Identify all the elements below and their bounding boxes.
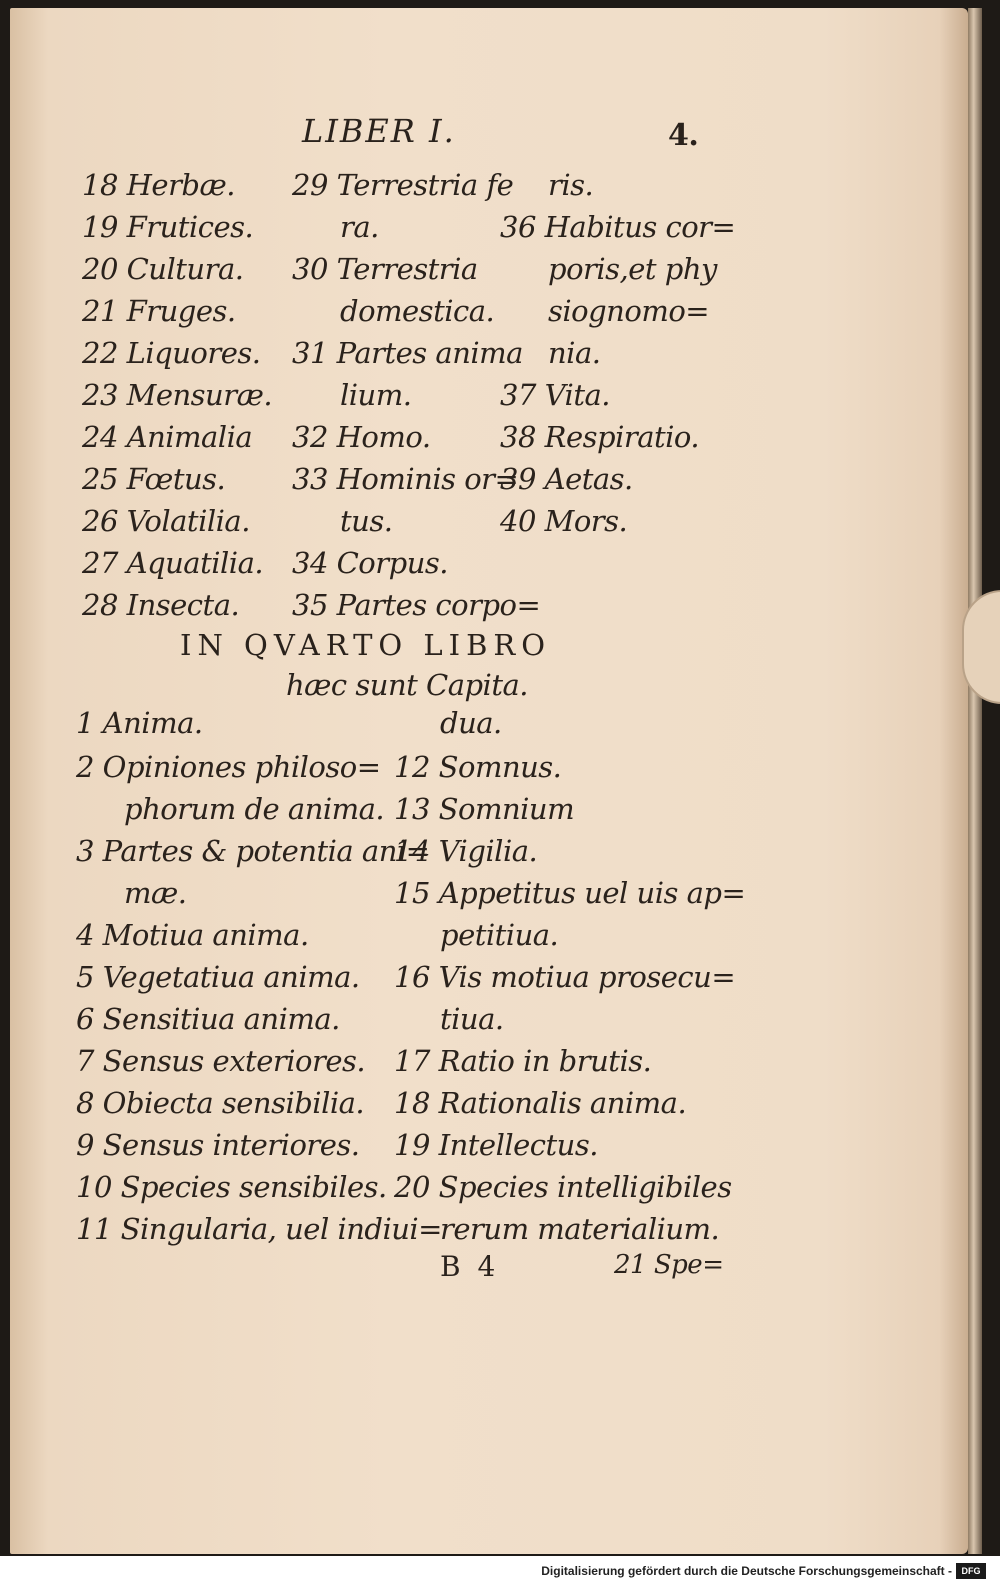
- list-item: 31 Partes anima: [292, 336, 523, 370]
- list-item: 20 Species intelligibiles: [394, 1170, 732, 1204]
- list-item: lium.: [340, 378, 412, 412]
- list-item: dua.: [440, 706, 502, 740]
- list-item: 12 Somnus.: [394, 750, 562, 784]
- list-item: 10 Species sensibiles.: [76, 1170, 387, 1204]
- list-item: 8 Obiecta sensibilia.: [76, 1086, 365, 1120]
- list-item: 28 Insecta.: [82, 588, 240, 622]
- list-item: nia.: [548, 336, 601, 370]
- page-edge: [968, 8, 982, 1554]
- list-item: 24 Animalia: [82, 420, 253, 454]
- dfg-logo: DFG: [956, 1563, 986, 1579]
- list-item: 19 Intellectus.: [394, 1128, 598, 1162]
- list-item: 4 Motiua anima.: [76, 918, 309, 952]
- list-item: 20 Cultura.: [82, 252, 244, 286]
- list-item: 3 Partes & potentia ani=: [76, 834, 430, 868]
- list-item: 2 Opiniones philoso=: [76, 750, 381, 784]
- running-title: LIBER I.: [302, 112, 456, 150]
- signature-mark: B 4: [440, 1250, 500, 1283]
- list-item: 18 Herbæ.: [82, 168, 235, 202]
- list-item: 11 Singularia, uel indiui=: [76, 1212, 442, 1246]
- footer-credit: Digitalisierung gefördert durch die Deutsche Forschungsgemeinschaft -: [541, 1564, 952, 1578]
- list-item: 7 Sensus exteriores.: [76, 1044, 366, 1078]
- list-item: 1 Anima.: [76, 706, 203, 740]
- list-item: 26 Volatilia.: [82, 504, 250, 538]
- list-item: ra.: [340, 210, 379, 244]
- catchword: 21 Spe=: [614, 1250, 724, 1280]
- digitization-footer: [0, 1556, 1000, 1587]
- list-item: 16 Vis motiua prosecu=: [394, 960, 736, 994]
- list-item: 17 Ratio in brutis.: [394, 1044, 652, 1078]
- list-item: 38 Respiratio.: [500, 420, 700, 454]
- list-item: 36 Habitus cor=: [500, 210, 736, 244]
- list-item: 23 Mensuræ.: [82, 378, 273, 412]
- list-item: ris.: [548, 168, 594, 202]
- list-item: poris,et phy: [548, 252, 717, 286]
- section-title: IN QVARTO LIBRO: [180, 628, 552, 662]
- list-item: 21 Fruges.: [82, 294, 236, 328]
- page-number: 4.: [668, 118, 699, 153]
- section-subtitle: hæc sunt Capita.: [286, 668, 528, 702]
- list-item: siognomo=: [548, 294, 710, 328]
- list-item: 39 Aetas.: [500, 462, 633, 496]
- list-item: 5 Vegetatiua anima.: [76, 960, 360, 994]
- list-item: 40 Mors.: [500, 504, 628, 538]
- list-item: petitiua.: [440, 918, 559, 952]
- list-item: 37 Vita.: [500, 378, 610, 412]
- list-item: 13 Somnium: [394, 792, 575, 826]
- list-item: mæ.: [124, 876, 187, 910]
- list-item: 27 Aquatilia.: [82, 546, 264, 580]
- list-item: 22 Liquores.: [82, 336, 261, 370]
- list-item: 25 Fœtus.: [82, 462, 226, 496]
- list-item: 30 Terrestria: [292, 252, 478, 286]
- list-item: tiua.: [440, 1002, 504, 1036]
- list-item: rerum materialium.: [440, 1212, 720, 1246]
- list-item: 19 Frutices.: [82, 210, 254, 244]
- list-item: 29 Terrestria fe: [292, 168, 514, 202]
- list-item: 9 Sensus interiores.: [76, 1128, 360, 1162]
- list-item: 18 Rationalis anima.: [394, 1086, 687, 1120]
- list-item: 14 Vigilia.: [394, 834, 538, 868]
- list-item: phorum de anima.: [124, 792, 385, 826]
- list-item: 34 Corpus.: [292, 546, 448, 580]
- list-item: 6 Sensitiua anima.: [76, 1002, 340, 1036]
- list-item: domestica.: [340, 294, 495, 328]
- list-item: 15 Appetitus uel uis ap=: [394, 876, 746, 910]
- list-item: 35 Partes corpo=: [292, 588, 541, 622]
- list-item: 33 Hominis or=: [292, 462, 519, 496]
- list-item: tus.: [340, 504, 393, 538]
- list-item: 32 Homo.: [292, 420, 431, 454]
